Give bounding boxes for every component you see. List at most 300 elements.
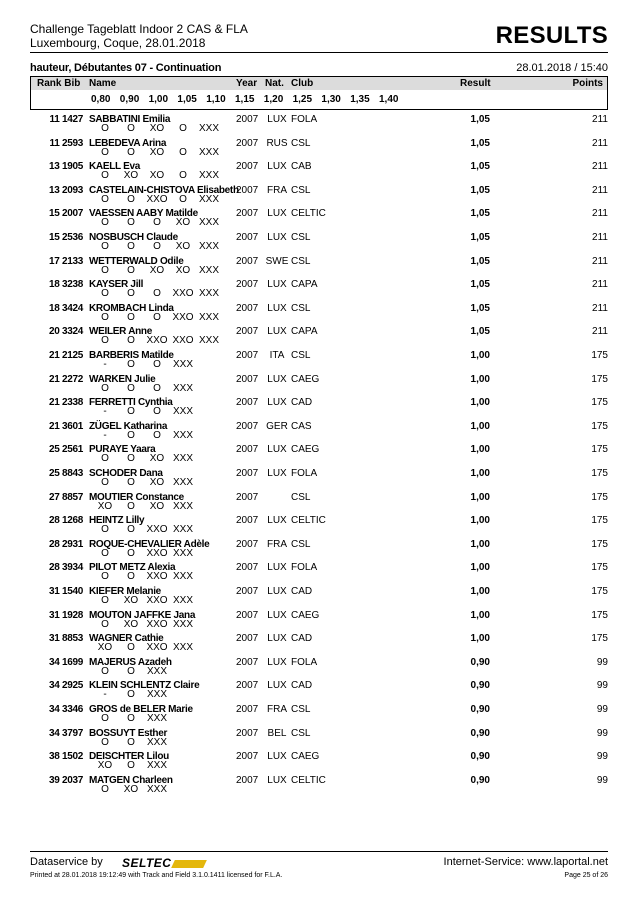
attempt: XO — [149, 477, 165, 488]
result-name: ROQUE-CHEVALIER Adèle — [89, 538, 210, 550]
attempt: XXX — [198, 170, 219, 182]
result-result: 1,00 — [470, 609, 490, 621]
attempt: XO — [175, 264, 191, 276]
attempt: O — [101, 170, 109, 182]
result-nat: LUX — [267, 114, 287, 125]
result-name: WAGNER Cathie — [89, 633, 164, 645]
result-year: 2007 — [236, 232, 259, 243]
attempt: O — [101, 382, 109, 394]
attempt: XO — [97, 760, 113, 772]
result-points: 175 — [591, 373, 608, 385]
result-row — [0, 609, 638, 633]
result-name: FERRETTI Cynthia — [89, 397, 173, 409]
result-result: 1,00 — [470, 468, 490, 479]
height-label: 0,90 — [119, 94, 140, 105]
height-label: 1,15 — [235, 94, 255, 105]
attempts — [92, 524, 232, 535]
attempt: XXX — [146, 689, 167, 701]
attempt: O — [127, 713, 135, 724]
result-points: 99 — [596, 774, 608, 786]
attempt: - — [103, 359, 107, 370]
result-points: 99 — [596, 704, 608, 715]
result-result: 1,00 — [470, 515, 490, 527]
result-row — [0, 703, 638, 727]
internet-service: Internet-Service: www.laportal.net — [443, 856, 608, 868]
attempt: O — [127, 123, 135, 134]
result-club: CSL — [291, 255, 311, 267]
result-row — [0, 325, 638, 349]
result-points: 175 — [591, 468, 608, 479]
result-result: 0,90 — [470, 680, 490, 692]
col-points: Points — [572, 78, 603, 89]
attempt: XXX — [146, 665, 167, 677]
result-nat: GER — [266, 420, 288, 432]
result-row — [0, 207, 638, 231]
result-rank: 21 3601 — [48, 420, 83, 432]
result-club: CELTIC — [291, 208, 326, 220]
result-nat: LUX — [267, 586, 287, 597]
attempt: XXO — [172, 311, 194, 323]
attempts — [92, 713, 232, 724]
result-points: 99 — [596, 727, 608, 739]
attempt: O — [179, 146, 187, 158]
result-name: LEBEDEVA Arina — [89, 137, 167, 149]
result-rank: 34 3346 — [48, 704, 83, 715]
attempts — [92, 666, 232, 677]
page-title: RESULTS — [495, 22, 608, 49]
attempt: XO — [123, 618, 139, 630]
result-rank: 18 3424 — [48, 302, 83, 314]
result-club: CAD — [291, 397, 313, 409]
result-name: BOSSUYT Esther — [89, 727, 168, 739]
attempt: O — [127, 477, 135, 488]
height-label: 0,80 — [91, 94, 111, 105]
result-nat: ITA — [269, 350, 285, 361]
attempt: XO — [97, 642, 113, 654]
result-nat: FRA — [267, 704, 287, 715]
result-year: 2007 — [236, 350, 259, 361]
attempt: O — [127, 500, 135, 512]
attempt: O — [153, 359, 161, 370]
attempt: O — [153, 382, 161, 394]
attempt: XXX — [172, 500, 193, 512]
attempt: O — [101, 335, 109, 347]
attempt: O — [127, 335, 135, 347]
attempt: O — [179, 123, 187, 134]
attempt: XXX — [172, 453, 193, 465]
result-club: CAEG — [291, 609, 320, 621]
attempt: O — [127, 382, 135, 394]
result-club: CAPA — [291, 326, 318, 338]
result-rank: 38 1502 — [48, 751, 83, 763]
attempt: XXX — [172, 477, 193, 488]
result-nat: LUX — [267, 633, 287, 645]
dataservice-label: Dataservice by — [30, 856, 103, 868]
result-row — [0, 349, 638, 373]
result-rank: 28 1268 — [48, 515, 83, 527]
result-result: 1,05 — [470, 255, 490, 267]
result-name: MATGEN Charleen — [89, 774, 173, 786]
result-rank: 13 2093 — [48, 184, 83, 196]
result-points: 175 — [591, 633, 608, 645]
result-nat: LUX — [267, 302, 287, 314]
attempt: O — [101, 524, 109, 536]
attempt: XXX — [146, 783, 167, 795]
attempt: O — [101, 783, 109, 795]
result-club: CSL — [291, 184, 311, 196]
attempt: XXO — [146, 547, 168, 559]
height-label: 1,35 — [350, 94, 370, 105]
attempt: O — [101, 288, 109, 300]
attempt: XXX — [172, 547, 193, 559]
attempt: O — [127, 406, 135, 418]
attempts — [92, 453, 232, 464]
attempts — [92, 689, 232, 700]
result-nat: RUS — [266, 137, 288, 149]
result-result: 0,90 — [470, 727, 490, 739]
result-name: VAESSEN AABY Matilde — [89, 208, 198, 220]
result-year: 2007 — [236, 468, 259, 479]
result-row — [0, 420, 638, 444]
result-year: 2007 — [236, 680, 259, 692]
result-nat: LUX — [267, 609, 287, 621]
result-nat: LUX — [267, 751, 287, 763]
result-club: CSL — [291, 232, 311, 243]
attempt: XXO — [146, 335, 168, 347]
result-points: 211 — [592, 232, 608, 243]
result-name: BARBERIS Matilde — [89, 350, 174, 361]
attempt: O — [127, 571, 135, 583]
result-row — [0, 396, 638, 420]
result-nat: LUX — [267, 373, 287, 385]
result-year: 2007 — [236, 491, 259, 503]
result-rank: 17 2133 — [48, 255, 83, 267]
result-name: WETTERWALD Odile — [89, 255, 184, 267]
result-club: CSL — [291, 704, 311, 715]
result-rank: 13 1905 — [48, 161, 83, 173]
attempts — [92, 170, 232, 181]
result-year: 2007 — [236, 420, 259, 432]
result-result: 0,90 — [470, 774, 490, 786]
result-points: 99 — [596, 680, 608, 692]
attempts — [92, 359, 232, 370]
result-row — [0, 231, 638, 255]
result-name: KIEFER Melanie — [89, 586, 161, 597]
result-year: 2007 — [236, 704, 259, 715]
result-row — [0, 302, 638, 326]
result-result: 1,05 — [470, 326, 490, 338]
result-year: 2007 — [236, 633, 259, 645]
result-row — [0, 656, 638, 680]
result-result: 0,90 — [470, 751, 490, 763]
attempt: O — [127, 217, 135, 229]
col-rank-bib: Rank Bib — [37, 78, 81, 89]
result-name: KAELL Eva — [89, 161, 141, 173]
result-points: 99 — [596, 656, 608, 668]
result-row — [0, 113, 638, 137]
result-rank: 39 2037 — [48, 774, 83, 786]
result-points: 211 — [592, 161, 608, 173]
result-points: 175 — [591, 609, 608, 621]
result-nat: LUX — [267, 232, 287, 243]
result-nat: LUX — [267, 468, 287, 479]
result-result: 1,00 — [470, 562, 490, 574]
result-result: 1,00 — [470, 373, 490, 385]
result-year: 2007 — [236, 774, 259, 786]
height-label: 1,00 — [148, 94, 169, 105]
result-club: CAB — [291, 161, 312, 173]
attempt: XXX — [198, 311, 219, 323]
result-year: 2007 — [236, 538, 259, 550]
attempt: O — [179, 193, 187, 205]
result-result: 1,05 — [470, 302, 490, 314]
result-rank: 21 2272 — [48, 373, 83, 385]
result-club: CSL — [291, 727, 311, 739]
result-rank: 28 2931 — [48, 538, 83, 550]
attempt: XO — [175, 241, 191, 252]
result-club: FOLA — [291, 656, 318, 668]
result-nat: LUX — [267, 208, 287, 220]
result-points: 175 — [591, 444, 608, 456]
attempt: O — [101, 477, 109, 488]
result-nat: SWE — [265, 255, 289, 267]
result-result: 1,05 — [470, 208, 490, 220]
attempt: O — [101, 453, 109, 465]
attempt: O — [127, 453, 135, 465]
result-result: 1,00 — [470, 420, 490, 432]
result-club: CAEG — [291, 444, 320, 456]
attempt: XO — [123, 170, 139, 182]
result-nat: LUX — [267, 397, 287, 409]
attempt: O — [153, 241, 161, 252]
result-name: KAYSER Jill — [89, 279, 144, 291]
result-result: 1,00 — [470, 350, 490, 361]
result-club: CELTIC — [291, 515, 326, 527]
result-nat: FRA — [267, 184, 287, 196]
result-nat: FRA — [267, 538, 287, 550]
result-rank: 31 8853 — [48, 633, 83, 645]
result-name: SABBATINI Emilia — [89, 114, 171, 125]
result-name: GROS de BELER Marie — [89, 704, 193, 715]
attempts — [92, 194, 232, 205]
result-rank: 18 3238 — [48, 279, 83, 291]
attempt: O — [153, 288, 161, 300]
result-points: 211 — [592, 184, 608, 196]
result-year: 2007 — [236, 751, 259, 763]
result-points: 175 — [591, 420, 608, 432]
attempts — [92, 265, 232, 276]
attempt: XO — [123, 595, 139, 606]
result-row — [0, 632, 638, 656]
result-club: CAD — [291, 633, 313, 645]
result-name: HEINTZ Lilly — [89, 515, 145, 527]
attempt: O — [127, 547, 135, 559]
result-year: 2007 — [236, 114, 259, 125]
result-points: 211 — [592, 279, 608, 291]
result-points: 175 — [591, 397, 608, 409]
attempt: XO — [97, 500, 113, 512]
result-name: CASTELAIN-CHISTOVA Elisabeth — [89, 184, 239, 196]
result-result: 1,00 — [470, 633, 490, 645]
col-name: Name — [89, 78, 117, 89]
result-rank: 27 8857 — [48, 491, 83, 503]
result-year: 2007 — [236, 184, 259, 196]
attempts — [92, 595, 232, 606]
attempt: O — [101, 146, 109, 158]
result-points: 175 — [591, 350, 608, 361]
attempt: XO — [149, 170, 165, 182]
attempts — [92, 760, 232, 771]
result-points: 211 — [592, 326, 608, 338]
attempt: O — [127, 311, 135, 323]
header-divider — [30, 52, 608, 53]
printed-info: Printed at 28.01.2018 19:12:49 with Track and Field 3.1.0.1411 licensed for F.L.A. — [30, 872, 283, 879]
result-name: WARKEN Julie — [89, 373, 156, 385]
attempts — [92, 335, 232, 346]
result-result: 1,05 — [470, 184, 490, 196]
result-year: 2007 — [236, 444, 259, 456]
result-rank: 21 2338 — [48, 397, 83, 409]
result-year: 2007 — [236, 515, 259, 527]
attempt: XXX — [146, 760, 167, 772]
attempts — [92, 147, 232, 158]
result-rank: 11 1427 — [49, 114, 83, 125]
result-club: FOLA — [291, 562, 318, 574]
height-label: 1,20 — [263, 94, 284, 105]
result-result: 1,00 — [470, 538, 490, 550]
attempt: XXX — [198, 146, 219, 158]
attempt: O — [127, 760, 135, 772]
result-name: MOUTIER Constance — [89, 491, 184, 503]
attempt: - — [103, 406, 107, 418]
attempt: XXX — [146, 713, 167, 724]
result-result: 0,90 — [470, 656, 490, 668]
result-club: CSL — [291, 538, 311, 550]
result-nat: LUX — [267, 444, 287, 456]
result-year: 2007 — [236, 373, 259, 385]
col-year: Year — [236, 78, 258, 89]
result-club: CSL — [291, 137, 311, 149]
attempt: O — [153, 311, 161, 323]
height-label: 1,40 — [379, 94, 399, 105]
attempt: XXO — [172, 288, 194, 300]
result-year: 2007 — [236, 302, 259, 314]
attempt: - — [103, 689, 107, 701]
attempt: O — [127, 736, 135, 748]
seltec-logo-bar — [172, 860, 208, 868]
result-row — [0, 727, 638, 751]
result-year: 2007 — [236, 326, 259, 338]
result-points: 211 — [592, 255, 608, 267]
attempt: O — [153, 406, 161, 418]
result-row — [0, 774, 638, 798]
attempt: XO — [149, 453, 165, 465]
attempt: XXO — [146, 618, 168, 630]
attempts — [92, 571, 232, 582]
attempt: XO — [149, 146, 165, 158]
result-row — [0, 184, 638, 208]
seltec-logo — [122, 856, 205, 870]
attempt: XXX — [198, 288, 219, 300]
page-number: Page 25 of 26 — [564, 872, 608, 879]
attempt: XXO — [146, 193, 168, 205]
result-row — [0, 467, 638, 491]
result-row — [0, 538, 638, 562]
attempt: O — [101, 736, 109, 748]
result-rank: 28 3934 — [48, 562, 83, 574]
attempt: O — [101, 713, 109, 724]
attempt: O — [127, 193, 135, 205]
attempts — [92, 430, 232, 441]
attempts — [92, 406, 232, 417]
result-nat: LUX — [267, 656, 287, 668]
result-year: 2007 — [236, 586, 259, 597]
result-nat: LUX — [267, 774, 287, 786]
result-points: 175 — [591, 491, 608, 503]
attempt: XXX — [198, 241, 219, 252]
result-rank: 25 8843 — [48, 468, 83, 479]
attempt: O — [153, 217, 161, 229]
attempt: XO — [149, 264, 165, 276]
attempt: XXX — [172, 359, 193, 370]
attempt: XXO — [146, 524, 168, 536]
result-row — [0, 585, 638, 609]
attempts — [92, 619, 232, 630]
result-club: CAEG — [291, 373, 320, 385]
attempts — [92, 501, 232, 512]
attempts — [92, 123, 232, 134]
attempt: XXX — [172, 571, 193, 583]
result-club: CSL — [291, 350, 311, 361]
result-result: 1,00 — [470, 491, 490, 503]
result-points: 175 — [591, 586, 608, 597]
attempt: O — [127, 642, 135, 654]
result-rank: 34 2925 — [48, 680, 83, 692]
attempts — [92, 477, 232, 488]
result-club: CSL — [291, 302, 311, 314]
result-points: 211 — [592, 114, 608, 125]
result-club: CAS — [291, 420, 312, 432]
attempt: O — [101, 595, 109, 606]
attempt: O — [127, 264, 135, 276]
result-club: CAPA — [291, 279, 318, 291]
result-name: MOUTON JAFFKE Jana — [89, 609, 196, 621]
attempt: O — [101, 217, 109, 229]
result-row — [0, 514, 638, 538]
attempt: XXX — [172, 618, 193, 630]
result-row — [0, 679, 638, 703]
result-rank: 11 2593 — [49, 137, 83, 149]
col-result: Result — [460, 78, 491, 89]
result-rank: 25 2561 — [48, 444, 83, 456]
attempt: XXX — [198, 193, 219, 205]
result-points: 99 — [596, 751, 608, 763]
result-points: 211 — [592, 302, 608, 314]
result-year: 2007 — [236, 255, 259, 267]
attempt: XXO — [146, 571, 168, 583]
result-year: 2007 — [236, 727, 259, 739]
result-result: 1,00 — [470, 444, 490, 456]
result-result: 1,05 — [470, 137, 490, 149]
result-name: KROMBACH Linda — [89, 302, 174, 314]
meeting-title: Challenge Tageblatt Indoor 2 CAS & FLA — [30, 22, 248, 36]
height-label: 1,25 — [292, 94, 313, 105]
attempt: XO — [175, 217, 191, 229]
attempt: O — [127, 665, 135, 677]
attempt: XXX — [198, 335, 219, 347]
result-year: 2007 — [236, 397, 259, 409]
column-header — [30, 76, 608, 110]
